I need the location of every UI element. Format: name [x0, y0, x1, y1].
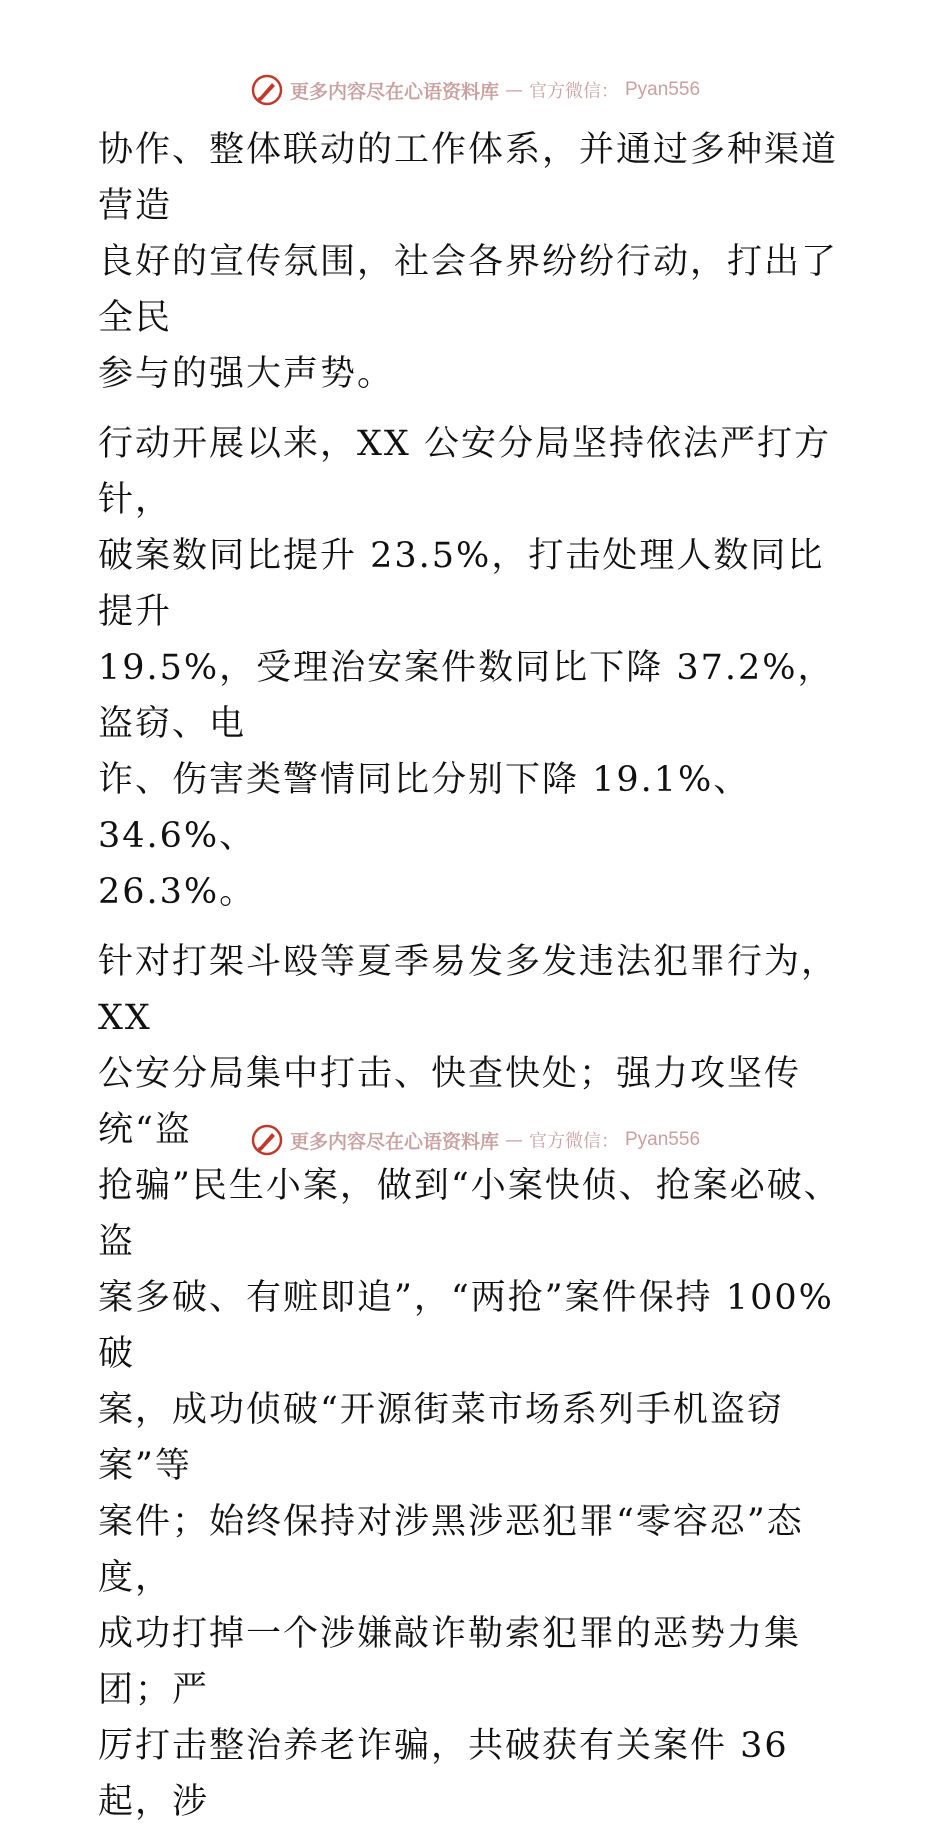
header-banner — [0, 70, 950, 110]
paragraph-3: 针对打架斗殴等夏季易发多发违法犯罪行为，XX 公安分局集中打击、快查快处；强力攻坚传统“盗 抢骗”民生小案，做到“小案快侦、抢案必破、盗 案多破、有赃即追”，“两抢”案件保持 100%破 案，成功侦破“开源街菜市场系列手机盗窃案”等 案件；始终保持对涉黑涉恶犯罪“零容忍”态度， 成功打掉一个涉嫌敲诈勒索犯罪的恶势力集团；严 厉打击整治养老诈骗，共破获有关案件 36 起，涉 — [98, 942, 841, 1822]
banner-wechat-id: Pyan556 — [625, 79, 701, 100]
banner-dash: — — [505, 1129, 523, 1151]
banner-main-text: 更多内容尽在心语资料库 — [289, 80, 499, 103]
banner-wechat-label: 官方微信： — [529, 81, 619, 102]
paragraph-1: 协作、整体联动的工作体系，并通过多种渠道营造 良好的宣传氛围，社会各界纷纷行动，打出了全民 参与的强大声势。 — [98, 130, 839, 394]
pen-nib-logo-icon — [250, 1123, 284, 1157]
footer-banner — [0, 1120, 950, 1160]
paragraph-2: 行动开展以来，XX 公安分局坚持依法严打方针， 破案数同比提升 23.5%，打击处理人数同比提升 19.5%，受理治安案件数同比下降 37.2%，盗窃、电 诈、伤害类警情同比分别下降 19.1%、34.6%、 26.3%。 — [98, 424, 835, 912]
banner-main-text: 更多内容尽在心语资料库 — [289, 1130, 499, 1153]
banner-wechat-label: 官方微信： — [529, 1131, 619, 1152]
banner-dash: — — [505, 79, 523, 101]
document-body — [98, 122, 858, 1830]
banner-wechat-id: Pyan556 — [625, 1129, 701, 1150]
pen-nib-logo-icon — [250, 73, 284, 107]
